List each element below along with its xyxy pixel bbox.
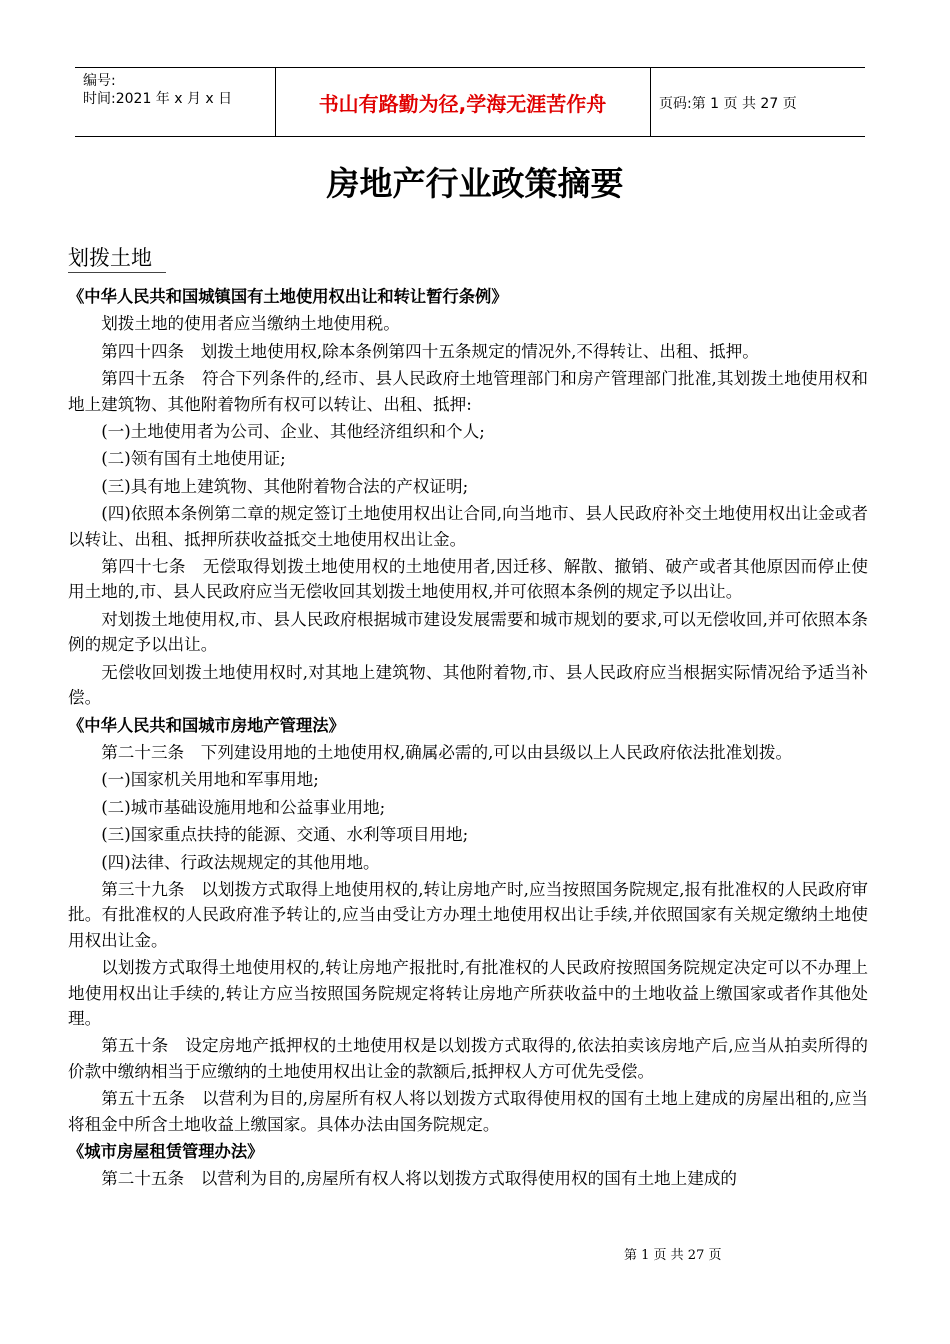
law-heading: 《城市房屋租赁管理办法》: [68, 1142, 264, 1161]
paragraph: (三)具有地上建筑物、其他附着物合法的产权证明;: [101, 476, 469, 496]
section-heading: 划拨土地: [68, 246, 152, 270]
paragraph: 无偿收回划拨土地使用权时,对其地上建筑物、其他附着物,市、县人民政府应当根据实际情况给予适当补偿。: [68, 662, 868, 708]
paragraph: 第二十三条 下列建设用地的土地使用权,确属必需的,可以由县级以上人民政府依法批准划拨。: [101, 742, 793, 762]
paragraph: 第二十五条 以营利为目的,房屋所有权人将以划拨方式取得使用权的国有土地上建成的: [101, 1169, 738, 1189]
paragraph: 划拨土地的使用者应当缴纳土地使用税。: [101, 314, 400, 334]
paragraph: 第四十五条 符合下列条件的,经市、县人民政府土地管理部门和房产管理部门批准,其划拨土地使用权和地上建筑物、其他附着物所有权可以转让、出租、抵押:: [68, 369, 868, 414]
paragraph: 以划拨方式取得土地使用权的,转让房地产报批时,有批准权的人民政府按照国务院规定决定可以不办理上地使用权出让手续的,转让方应当按照国务院规定将转让房地产所获收益中的土地收益上缴国家或者作其他处理。: [68, 958, 868, 1028]
paragraph: 第四十四条 划拨土地使用权,除本条例第四十五条规定的情况外,不得转让、出租、抵押。: [101, 341, 759, 361]
paragraph: (二)城市基础设施用地和公益事业用地;: [101, 797, 386, 817]
document-body: [68, 284, 868, 1192]
header-page-cell: [651, 68, 865, 136]
paragraph: 第四十七条 无偿取得划拨土地使用权的土地使用者,因迁移、解散、撤销、破产或者其他原因而停止使用土地的,市、县人民政府应当无偿收回其划拨土地使用权,并可依照本条例的规定予以出让。: [68, 557, 868, 602]
header-info-cell: [75, 68, 276, 136]
header-table: [75, 67, 865, 137]
header-motto-cell: [275, 68, 651, 136]
paragraph: (四)依照本条例第二章的规定签订土地使用权出让合同,向当地市、县人民政府补交土地使用权出让金或者以转让、出租、抵押所获收益抵交土地使用权出让金。: [68, 504, 868, 549]
document-title: 房地产行业政策摘要: [326, 164, 624, 203]
doc-number-label: 编号:: [83, 73, 116, 89]
paragraph: 第五十五条 以营利为目的,房屋所有权人将以划拨方式取得使用权的国有土地上建成的房屋出租的,应当将租金中所含土地收益上缴国家。具体办法由国务院规定。: [68, 1089, 868, 1134]
motto-text: 书山有路勤为径,学海无涯苦作舟: [318, 92, 607, 116]
paragraph: (三)国家重点扶持的能源、交通、水利等项目用地;: [101, 825, 469, 845]
section-underline: [68, 272, 166, 273]
doc-time-label: 时间:2021 年 x 月 x 日: [83, 91, 233, 107]
paragraph: (一)土地使用者为公司、企业、其他经济组织和个人;: [101, 422, 485, 442]
paragraph: 第三十九条 以划拨方式取得上地使用权的,转让房地产时,应当按照国务院规定,报有批准权的人民政府审批。有批准权的人民政府准予转让的,应当由受让方办理土地使用权出让手续,并依照国家有关规定缴纳土地使用权出让金。: [68, 879, 868, 950]
footer-page-number: 第 1 页 共 27 页: [624, 1248, 722, 1263]
law-heading: 《中华人民共和国城镇国有土地使用权出让和转让暂行条例》: [68, 287, 508, 306]
page-info: 页码:第 1 页 共 27 页: [659, 96, 797, 112]
law-heading: 《中华人民共和国城市房地产管理法》: [68, 715, 345, 735]
paragraph: 第五十条 设定房地产抵押权的土地使用权是以划拨方式取得的,依法拍卖该房地产后,应当从拍卖所得的价款中缴纳相当于应缴纳的土地使用权出让金的款额后,抵押权人方可优先受偿。: [68, 1036, 868, 1081]
paragraph: (一)国家机关用地和军事用地;: [101, 770, 319, 790]
paragraph: (四)法律、行政法规规定的其他用地。: [101, 852, 380, 872]
paragraph: 对划拨土地使用权,市、县人民政府根据城市建设发展需要和城市规划的要求,可以无偿收回,并可依照本条例的规定予以出让。: [68, 609, 868, 655]
paragraph: (二)领有国有土地使用证;: [101, 449, 286, 469]
